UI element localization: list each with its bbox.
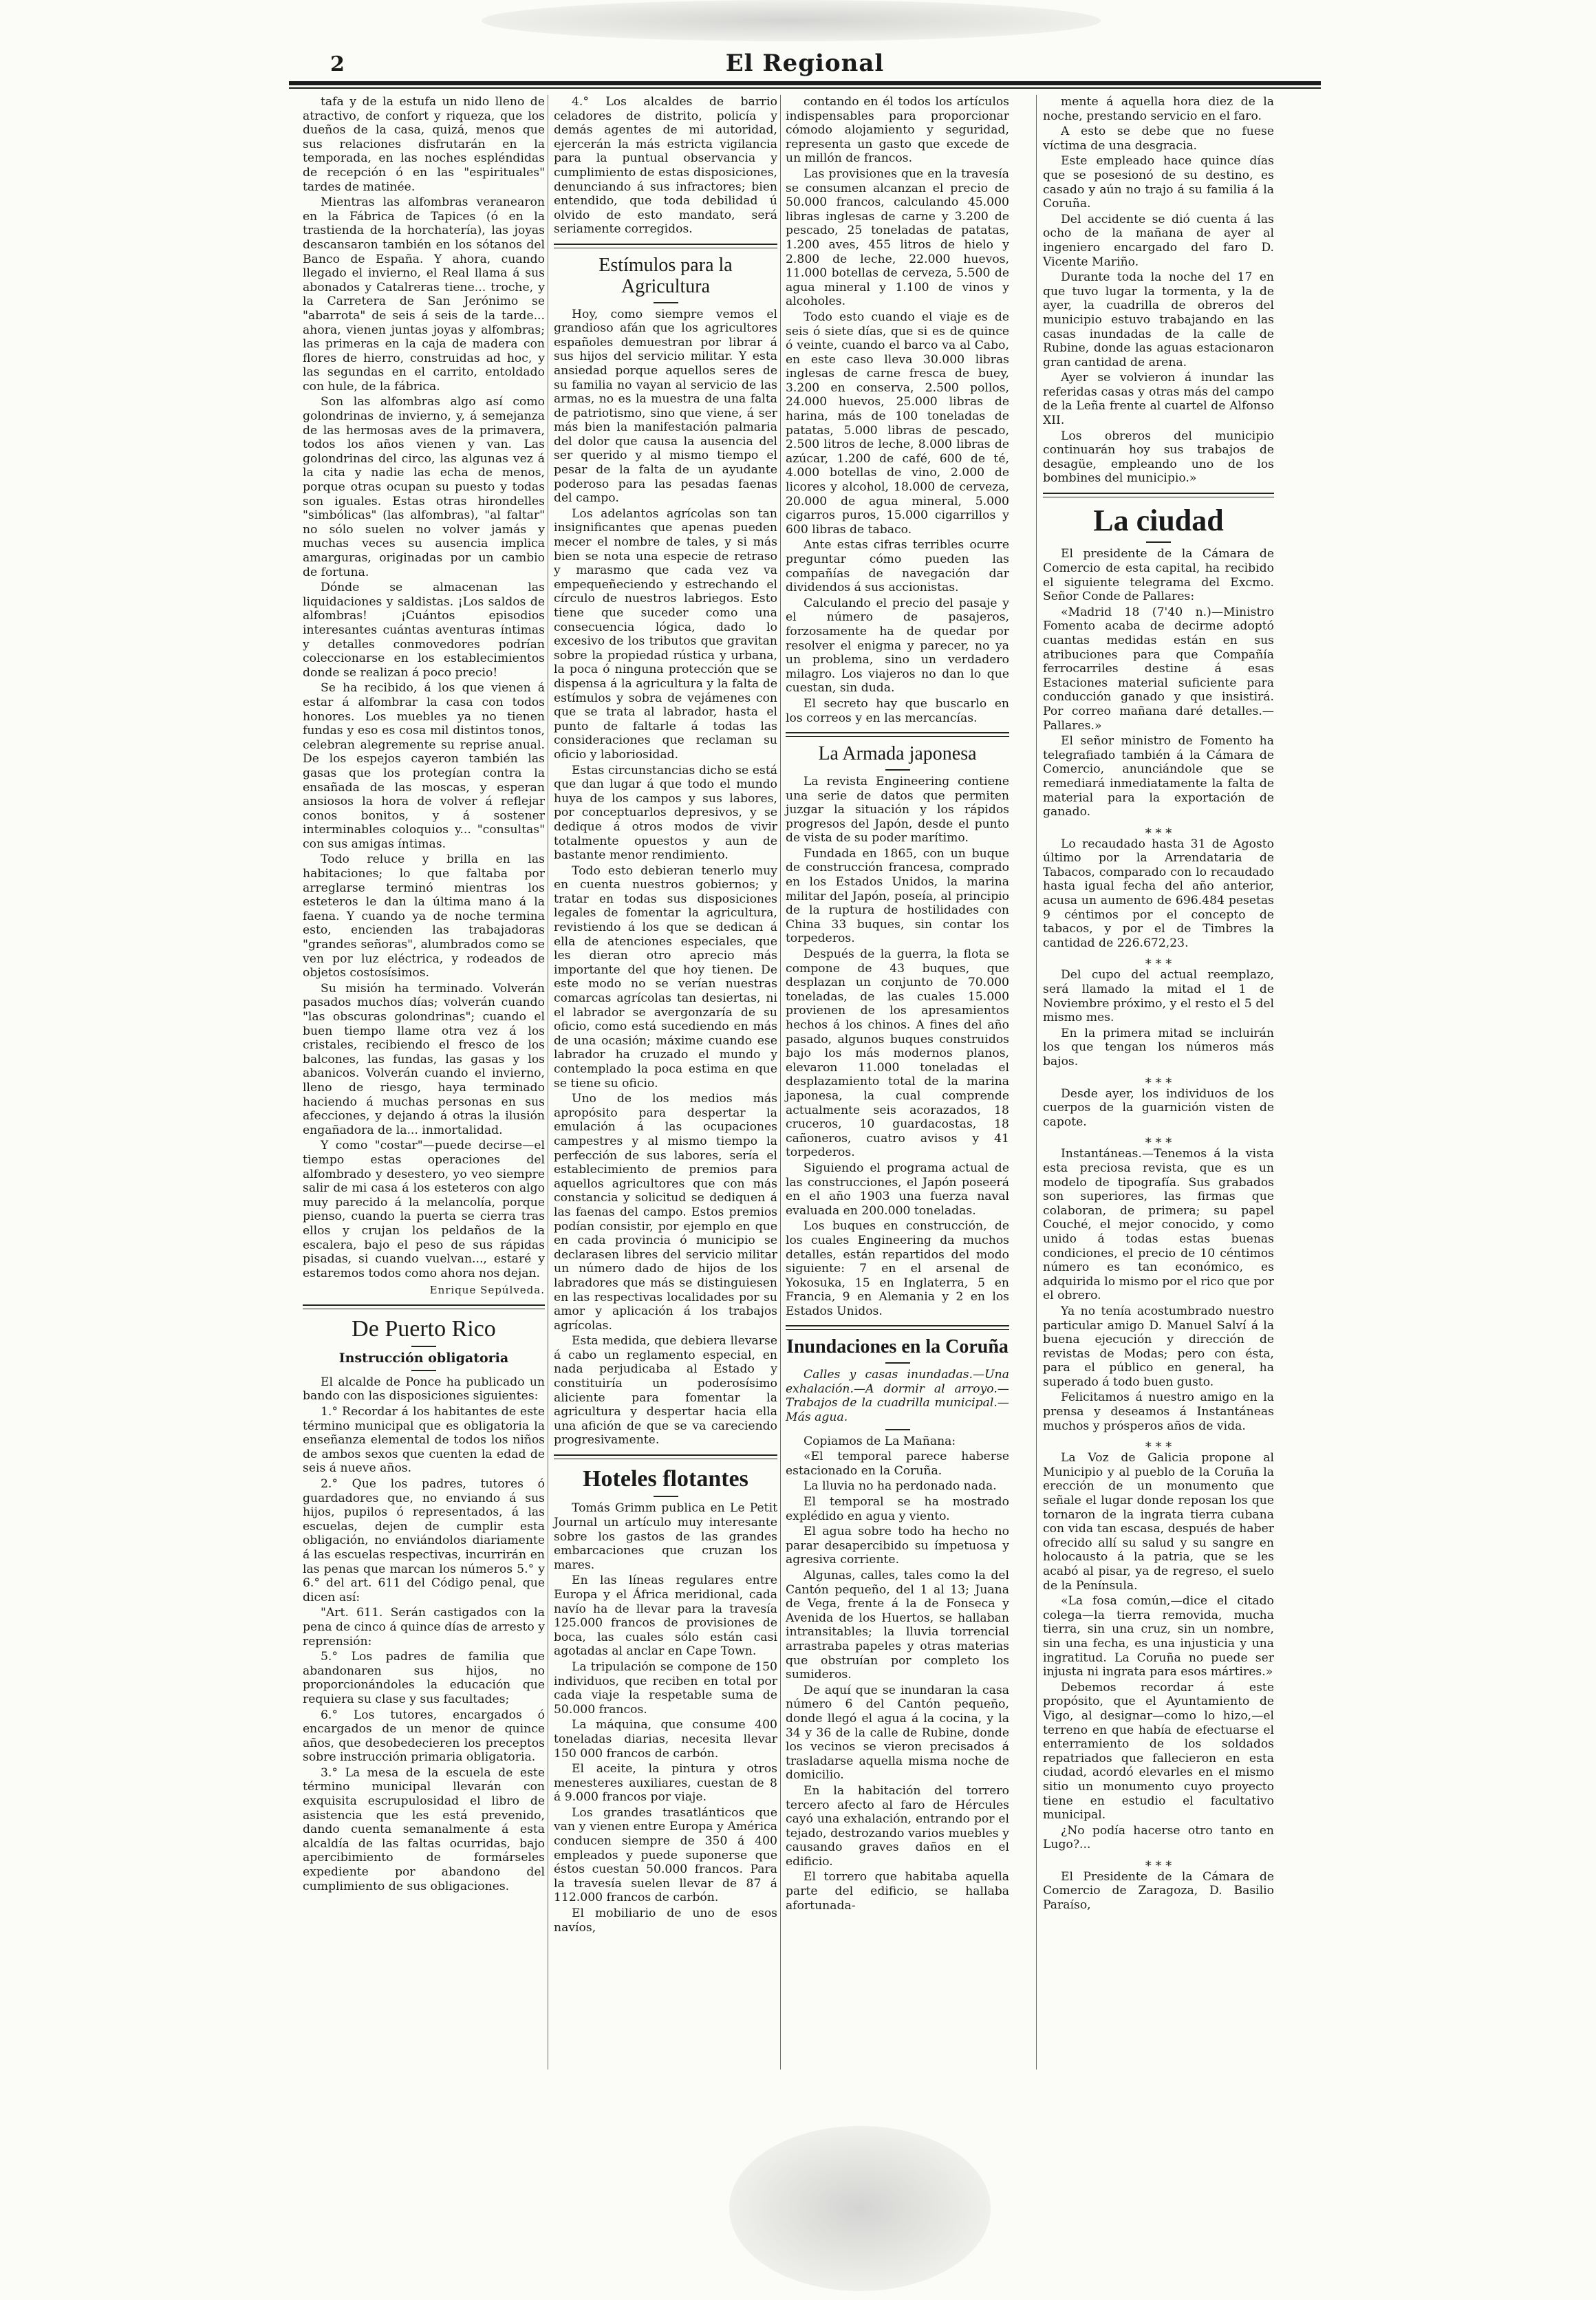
paragraph: Ayer se volvieron á inundar las referidas casas y otras más del campo de la Leña frente al cuartel de Alfonso XII. [1043, 371, 1274, 428]
paragraph: Instantáneas.—Tenemos á la vista esta preciosa revista, que es un modelo de tipografía. Sus grabados son superiores, las firmas que colaboran, de primera; su papel Couché, el mejor conocido, y como unido á todas estas buenas condiciones, el precio de 10 céntimos número es tan económico, es adquirida lo mismo por el rico que por el obrero. [1043, 1147, 1274, 1303]
paragraph: A esto se debe que no fuese víctima de una desgracia. [1043, 125, 1274, 153]
paragraph: En la primera mitad se incluirán los que tengan los números más bajos. [1043, 1026, 1274, 1069]
paragraph: Los obreros del municipio continuarán hoy sus trabajos de desagüe, empleando uno de los bombines del municipio.» [1043, 429, 1274, 486]
column-1 [303, 95, 545, 1895]
paragraph: La tripulación se compone de 150 individuos, que reciben en total por cada viaje la respetable suma de 50.000 francos. [554, 1659, 777, 1717]
paragraph: La revista Engineering contiene una serie de datos que permiten juzgar la situación y los rápidos progresos del Japón, desde el punto de vista de su poder marítimo. [786, 774, 1009, 846]
paragraph: Todo esto cuando el viaje es de seis ó siete días, que si es de quince ó veinte, cuando el barco va al Cabo, en este caso lleva 30.000 libras inglesas de carne fresca de buey, 3.200 en conserva, 2.500 pollos, 24.000 huevos, 25.000 libras de harina, más de 100 toneladas de patatas, 5.000 libras de pescado, 2.500 litros de leche, 8.000 libras de azúcar, 1.200 de café, 600 de té, 4.000 botellas de vino, 2.000 de licores y alcohol, 18.000 de cerveza, 20.000 de agua mineral, 5.000 cigarros puros, 15.000 cigarrillos y 600 libras de tabaco. [786, 310, 1009, 537]
headline-inundaciones: Inundaciones en la Coruña [786, 1336, 1009, 1358]
section-rule [786, 732, 1009, 733]
dash-divider [411, 1346, 436, 1347]
dash-divider [654, 302, 678, 303]
paragraph: tafa y de la estufa un nido lleno de atractivo, de confort y riqueza, que los dueños de la casa, quizá, menos que sus relaciones disfrutarán en la temporada, en las noches espléndidas de recepción ó en las "espirituales" tardes de matinée. [303, 95, 545, 194]
paragraph: Después de la guerra, la flota se compone de 43 buques, que desplazan un conjunto de 70.000 toneladas, de las cuales 15.000 provienen de los apresamientos hechos á los chinos. A fines del año pasado, algunos buques construidos bajo los más modernos planos, elevaron 11.000 toneladas el desplazamiento total de la marina japonesa, la cual comprende actualmente seis acorazados, 18 cruceros, 10 guardacostas, 18 cañoneros, cuatro avisos y 41 torpederos. [786, 947, 1009, 1160]
paragraph: Uno de los medios más apropósito para despertar la emulación á las ocupaciones campestres y al mismo tiempo la perfección de sus labores, sería el establecimiento de premios para aquellos agricultores que con más constancia y solicitud se dediquen á las faenas del campo. Estos premios podían consistir, por ejemplo en que en cada provincia ó municipio se declarasen libres del servicio militar un número dado de hijos de los labradores que más se distinguiesen en las respectivas localidades por su amor y aplicación á los trabajos agrícolas. [554, 1092, 777, 1333]
subheadline: Instrucción obligatoria [338, 1351, 509, 1366]
paragraph: 4.° Los alcaldes de barrio celadores de distrito, policía y demás agentes de mi autoridad, ejercerán la más estricta vigilancia para la puntual observancia y cumplimiento de estas disposiciones, denunciando á sus infractores; bien entendido, que toda debilidad ú olvido de esto mandato, será seriamente corregidos. [554, 95, 777, 237]
paragraph: El secreto hay que buscarlo en los correos y en las mercancías. [786, 696, 1009, 725]
paragraph: La máquina, que consume 400 toneladas diarias, necesita llevar 150 000 francos de carbón. [554, 1718, 777, 1761]
paragraph: El mobiliario de uno de esos navíos, [554, 1906, 777, 1935]
asterism-ornament: ⁎ ⁎ ⁎ [1145, 1132, 1172, 1147]
column-2 [554, 95, 777, 1936]
dash-divider [885, 1362, 910, 1364]
section-rule [554, 1454, 777, 1456]
article-puerto-rico [303, 1316, 545, 1893]
section-rule-thin [786, 736, 1009, 737]
paragraph: De aquí que se inundaran la casa número 6 del Cantón pequeño, donde llegó el agua á la cocina, y la 34 y 36 de la calle de Rubine, donde los vecinos se vieron precisados á trasladarse aquella misma noche de domicilio. [786, 1683, 1009, 1783]
page-number: 2 [330, 52, 345, 76]
asterism-ornament: ⁎ ⁎ ⁎ [1145, 1854, 1172, 1869]
article-alfombras [303, 95, 545, 1298]
article-hoteles [554, 1466, 777, 1935]
asterism-ornament: ⁎ ⁎ ⁎ [1145, 953, 1172, 968]
section-rule [1043, 493, 1274, 494]
column-4 [1043, 95, 1274, 1914]
headline-la-ciudad: La ciudad [1093, 504, 1224, 538]
paragraph: Dónde se almacenan las liquidaciones y saldistas. ¡Los saldos de alfombras! ¡Cuántos episodios interesantes cuántas aventuras íntimas y detalles conmovedores podrían coleccionarse en los establecimientos donde se realizan á poco precio! [303, 581, 545, 680]
article-la-ciudad [1043, 504, 1274, 1913]
paragraph: 5.° Los padres de familia que abandonaren sus hijos, no proporcionándoles la educación que requiera su clase y sus facultades; [303, 1650, 545, 1706]
paragraph: Los buques en construcción, de los cuales Engineering da muchos detalles, están repartidos del modo siguiente: 7 en el arsenal de Yokosuka, 15 en Inglaterra, 5 en Francia, 9 en Alemania y 2 en los Estados Unidos. [786, 1219, 1009, 1318]
paragraph: Mientras las alfombras veranearon en la Fábrica de Tapices (ó en la trastienda de la horchatería), las joyas descansaron también en los sótanos del Banco de España. Y ahora, cuando llegado el invierno, el Real llama á sus abonados y Catalreras tiene... troche, y la Carretera de San Jerónimo se "abarrota" de seis á seis de la tarde... ahora, vienen juntas joyas y alfombras; las primeras en la caja de madera con flores de hierro, construidas ad hoc, y las segundas en el carrito, entoldado con hule, de la fábrica. [303, 195, 545, 394]
paragraph: Esta medida, que debiera llevarse á cabo un reglamento especial, en nada perjudicaba al Estado y constituiría un poderosísimo aliciente para fomentar la agricultura y despertar hacia ella una afición de que se va careciendo progresivamente. [554, 1334, 777, 1448]
paragraph: Este empleado hace quince días que se posesionó de su destino, es casado y aún no trajo á su familia á la Coruña. [1043, 154, 1274, 211]
paragraph: Y como "costar"—puede decirse—el tiempo estas operaciones del alfombrado y desestero, yo veo siempre salir de mi casa á los esteteros con algo muy parecido á la melancolía, porque pienso, cuando la puerta se cierra tras ellos y crujan los peldaños de la escalera, bajo el peso de sus rápidas pisadas, si cuando vuelvan..., estaré y estaremos todos como ahora nos dejan. [303, 1139, 545, 1280]
paragraph: Algunas, calles, tales como la del Cantón pequeño, del 1 al 13; Juana de Vega, frente á la de Fonseca y Avenida de los Huertos, se hallaban intransitables; la lluvia torrencial arrastraba papeles y otras materias que obstruían por completo los sumideros. [786, 1569, 1009, 1682]
header-rule [289, 81, 1321, 85]
paragraph: «La fosa común,—dice el citado colega—la tierra removida, mucha tierra, sin una cruz, sin un nombre, sin una fecha, es una injusticia y una ingratitud. La Coruña no puede ser injusta ni ingrata para esos mártires.» [1043, 1594, 1274, 1679]
masthead: El Regional [725, 50, 885, 77]
paragraph: Todo esto debieran tenerlo muy en cuenta nuestros gobiernos; y tratar en todas sus disposiciones legales de fomentar la agricultura, revistiendo á los que se dedican á ella de atenciones especiales, que les dieran otro aprecio más importante del que hoy tienen. De este modo no se verían nuestras comarcas agrícolas tan desiertas, ni el labrador se avergonzaría de su oficio, como está sucediendo en más de una ocasión; máxime cuando ese labrador ha cruzado el mundo y contemplado la poca estima en que se tiene su oficio. [554, 863, 777, 1090]
paragraph: «Madrid 18 (7'40 n.)—Ministro Fomento acaba de decirme adoptó cuantas medidas están en sus atribuciones para que Compañía ferrocarriles destine á esas Estaciones material suficiente para conducción ganado y que insistirá. Por correo mañana daré detalles.—Pallares.» [1043, 605, 1274, 733]
paragraph: El Presidente de la Cámara de Comercio de Zaragoza, D. Basilio Paraíso, [1043, 1869, 1274, 1913]
paragraph: El presidente de la Cámara de Comercio de esta capital, ha recibido el siguiente telegrama del Excmo. Señor Conde de Pallares: [1043, 547, 1274, 604]
paragraph: mente á aquella hora diez de la noche, prestando servicio en el faro. [1043, 95, 1274, 123]
section-rule [554, 244, 777, 245]
paragraph: Del accidente se dió cuenta á las ocho de la mañana de ayer al ingeniero encargado del faro D. Vicente Mariño. [1043, 212, 1274, 269]
headline-puerto-rico: De Puerto Rico [352, 1315, 496, 1342]
paragraph: 3.° La mesa de la escuela de este término municipal llevarán con exquisita escrupulosidad el libro de asistencia que les está prevenido, dando cuenta semanalmente á esta alcaldía de las faltas ocurridas, bajo apercibimiento de formárseles expediente por abandono del cumplimiento de sus obligaciones. [303, 1765, 545, 1893]
paragraph: El torrero que habitaba aquella parte del edificio, se hallaba afortunada- [786, 1870, 1009, 1913]
section-rule [786, 1325, 1009, 1326]
paragraph: En la habitación del torrero tercero afecto al faro de Hércules cayó una exhalación, entrando por el tejado, destrozando varios muebles y causando graves daños en el edificio. [786, 1783, 1009, 1869]
column-separator [780, 95, 781, 2070]
header-rule-thin [289, 87, 1321, 89]
dash-divider [885, 769, 910, 771]
dash-divider [654, 1496, 678, 1497]
dash-divider [411, 1370, 436, 1371]
scan-smudge [482, 0, 1101, 41]
section-rule-thin [786, 1329, 1009, 1330]
paragraph: El aceite, la pintura y otros menesteres auxiliares, cuestan de 8 á 9.000 francos por viaje. [554, 1762, 777, 1805]
paragraph: El temporal se ha mostrado explédido en agua y viento. [786, 1495, 1009, 1523]
paragraph: Se ha recibido, á los que vienen á estar á alfombrar la casa con todos honores. Los muebles ya no tienen fundas y eso es cosa mil distintos tonos, celebran alegremente su reprise anual. De los espejos cayeron también las gasas que los protegían contra la ensañada de las moscas, y esperan ansiosos la hora de volver á reflejar conos bonitos, y á sostener interminables coloquios y... "consultas" con sus amigas íntimas. [303, 681, 545, 851]
paragraph: Su misión ha terminado. Volverán pasados muchos días; volverán cuando "las obscuras golondrinas"; cuando el buen tiempo llame otra vez á los cristales, recibiendo el fresco de los balcones, las fundas, las gasas y los abanicos. Volverán cuando el invierno, lleno de riesgo, haya terminado haciendo á muchas personas en sus afecciones, y dejando á otras la ilusión engañadora de la... inmortalidad. [303, 981, 545, 1137]
paragraph: Lo recaudado hasta 31 de Agosto último por la Arrendataria de Tabacos, comparado con lo recaudado hasta igual fecha del año anterior, acusa un aumento de 696.484 pesetas 9 céntimos por el concepto de tabacos, y por el de Timbres la cantidad de 226.672,23. [1043, 837, 1274, 950]
paragraph: Todo reluce y brilla en las habitaciones; lo que faltaba por arreglarse terminó mientras los esteteros le dan la última mano á la faena. Y cuando ya de noche termina esto, encienden las trabajadoras "grandes señoras", alumbrados como se ven por luz eléctrica, y rodeados de objetos costosísimos. [303, 852, 545, 980]
article-estimulos [554, 255, 777, 1448]
paragraph: Los grandes trasatlánticos que van y vienen entre Europa y América conducen siempre de 350 á 400 empleados y puede suponerse que éstos cuestan 50.000 francos. Para la travesía suelen llevar de 87 á 112.000 francos de carbón. [554, 1805, 777, 1905]
paragraph: La Voz de Galicia propone al Municipio y al pueblo de la Coruña la erección de un monumento que señale el lugar donde reposan los que tornaron de la ingrata tierra cubana con vida tan escasa, después de haber ofrecido allí su salud y su sangre en holocausto á la patria, que se les acabó al pisar, ya de regreso, el suelo de la Península. [1043, 1451, 1274, 1593]
asterism-ornament: ⁎ ⁎ ⁎ [1145, 1071, 1172, 1086]
headline-armada: La Armada japonesa [818, 743, 977, 765]
paragraph: "Art. 611. Serán castigados con la pena de cinco á quince días de arresto y reprensión: [303, 1606, 545, 1648]
paragraph: Fundada en 1865, con un buque de construcción francesa, comprado en los Estados Unidos, la marina militar del Japón, poseía, al principio de la ruptura de hostilidades con China 33 buques, sin contar los torpederos. [786, 846, 1009, 946]
paragraph: Calculando el precio del pasaje y el número de pasajeros, forzosamente ha de quedar por resolver el enigma y parecer, no ya un problema, sino un verdadero milagro. Los viajeros no dan lo que cuestan, sin duda. [786, 596, 1009, 696]
paragraph: «El temporal parece haberse estacionado en la Coruña. [786, 1450, 1009, 1478]
paragraph: 6.° Los tutores, encargados ó encargados de un menor de quince años, que desobedecieren los preceptos sobre instrucción primaria obligatoria. [303, 1708, 545, 1765]
paragraph: Estas circunstancias dicho se está que dan lugar á que todo el mundo huya de los campos y sus labores, por conceptuarlos depresivos, y se dedique á otros modos de vivir totalmente opuestos y aun de bastante menor rendimiento. [554, 763, 777, 863]
paragraph: El agua sobre todo ha hecho no parar desapercibido su ímpetuosa y agresiva corriente. [786, 1525, 1009, 1567]
article-summary: Calles y casas inundadas.—Una exhalación.—A dormir al arroyo.—Trabajos de la cuadrilla municipal.—Más agua. [786, 1368, 1009, 1425]
paragraph: Durante toda la noche del 17 en que tuvo lugar la tormenta, y la de ayer, la cuadrilla de obreros del municipio estuvo trabajando en las casas inundadas de la calle de Rubine, donde las aguas estacionaron gran cantidad de arena. [1043, 270, 1274, 369]
page-header [289, 47, 1321, 81]
paragraph: Felicitamos á nuestro amigo en la prensa y deseamos á Instantáneas muchos y prósperos años de vida. [1043, 1390, 1274, 1433]
paragraph: Hoy, como siempre vemos el grandioso afán que los agricultores españoles demuestran por librar á sus hijos del servicio militar. Y esta ansiedad porque aquellos seres de su familia no vayan al servicio de las armas, no es la muestra de una falta de patriotismo, sino que viene, á ser más bien la manifestación palmaria del dolor que causa la ausencia del ser querido y al mismo tiempo el pesar de la falta de un ayudante poderoso para las pesadas faenas del campo. [554, 307, 777, 506]
paragraph: El alcalde de Ponce ha publicado un bando con las disposiciones siguientes: [303, 1375, 545, 1404]
paragraph: Las provisiones que en la travesía se consumen alcanzan el precio de 50.000 francos, calculando 45.000 libras inglesas de carne y 3.200 de pescado, 25 toneladas de patatas, 1.200 aves, 455 litros de hielo y 2.800 de leche, 22.000 huevos, 11.000 botellas de cerveza, 5.500 de agua mineral y 1.100 de vinos y alcoholes. [786, 166, 1009, 309]
paragraph: 2.° Que los padres, tutores ó guardadores que, no enviando á sus hijos, pupilos ó representados, á las escuelas, dejen de cumplir esta obligación, no enviándolos diariamente á las escuelas respectivas, incurrirán en las penas que marcan los números 5.° y 6.° del art. 611 del Código penal, que dicen así: [303, 1477, 545, 1604]
headline-hoteles: Hoteles flotantes [583, 1466, 748, 1492]
headline-estimulos: Estímulos para la Agricultura [598, 254, 733, 297]
scan-smudge [729, 2126, 991, 2291]
dash-divider [885, 1429, 910, 1430]
signature: Enrique Sepúlveda. [429, 1284, 545, 1297]
paragraph: Desde ayer, los individuos de los cuerpos de la guarnición visten de capote. [1043, 1086, 1274, 1129]
paragraph: contando en él todos los artículos indispensables para proporcionar cómodo alojamiento y seguridad, representa un gasto que excede de un millón de francos. [786, 95, 1009, 166]
paragraph: Copiamos de La Mañana: [804, 1434, 956, 1448]
paragraph: El señor ministro de Fomento ha telegrafiado también á la Cámara de Comercio, anunciándole que se remediará inmediatamente la falta de material para la exportación de ganado. [1043, 734, 1274, 819]
asterism-ornament: ⁎ ⁎ ⁎ [1145, 1436, 1172, 1451]
column-separator [1036, 95, 1037, 2070]
paragraph: En las líneas regulares entre Europa y el África meridional, cada navío ha de llevar para la travesía 125.000 francos de provisiones de boca, las cuales sólo están casi agotadas al anclar en Cape Town. [554, 1573, 777, 1659]
paragraph: ¿No podía hacerse otro tanto en Lugo?... [1043, 1823, 1274, 1852]
paragraph: La lluvia no ha perdonado nada. [804, 1479, 997, 1494]
paragraph: Debemos recordar á este propósito, que el Ayuntamiento de Vigo, al designar—como lo hizo,—el terreno en que había de efectuarse el enterramiento de los soldados repatriados que fallecieron en esta ciudad, acordó elevarles en el mismo sitio un monumento cuyo proyecto tiene en estudio el facultativo municipal. [1043, 1680, 1274, 1823]
dash-divider [1146, 541, 1171, 543]
article-armada [786, 744, 1009, 1318]
asterism-ornament: ⁎ ⁎ ⁎ [1145, 821, 1172, 837]
paragraph: Tomás Grimm publica en Le Petit Journal un artículo muy interesante sobre los gastos de las grandes embarcaciones que cruzan los mares. [554, 1501, 777, 1572]
paragraph: Ya no tenía acostumbrado nuestro particular amigo D. Manuel Salví á la buena ejecución y dirección de revistas de Modas; pero con ésta, para el público en general, ha superado á todo buen gusto. [1043, 1304, 1274, 1389]
paragraph: Los adelantos agrícolas son tan insignificantes que apenas pueden mecer el nombre de tales, y si más bien se nota una especie de retraso y marasmo que cada vez va empequeñeciendo y estrechando el círculo de nuestros labriegos. Esto tiene que suceder como una consecuencia lógica, dado lo excesivo de los tributos que gravitan sobre la propiedad rústica y urbana, la poca ó ninguna protección que se dispensa á la agricultura y la falta de estímulos y sobra de vejámenes con que se trata al labrador, hasta el punto de faltarle á todas las consideraciones que reclaman su oficio y laboriosidad. [554, 506, 777, 762]
paragraph: Del cupo del actual reemplazo, será llamado la mitad el 1 de Noviembre próximo, y el resto el 5 del mismo mes. [1043, 968, 1274, 1025]
paragraph: Siguiendo el programa actual de las construcciones, el Japón poseerá en el año 1903 una fuerza naval evaluada en 200.000 toneladas. [786, 1161, 1009, 1218]
section-rule [303, 1304, 545, 1306]
column-3 [786, 95, 1009, 1914]
article-inundaciones [786, 1337, 1009, 1913]
paragraph: Son las alfombras algo así como golondrinas de invierno, y, á semejanza de las hermosas aves de la primavera, todos los años vienen y van. Las golondrinas del circo, las algunas vez á la cita y nadie las echa de menos, porque otras ocupan su puesto y todas son iguales. Estas otras hirondelles "simbólicas" (las alfombras), "al faltar" no sólo suelen no volver jamás y muchas veces su ausencia implica amarguras, originadas por un cambio de fortuna. [303, 395, 545, 579]
paragraph: Ante estas cifras terribles ocurre preguntar cómo pueden las compañías de navegación dar dividendos á sus accionistas. [786, 538, 1009, 595]
paragraph: 1.° Recordar á los habitantes de este término municipal que es obligatoria la enseñanza elemental de todos los niños de ambos sexos que cuenten la edad de seis á nueve años. [303, 1405, 545, 1476]
